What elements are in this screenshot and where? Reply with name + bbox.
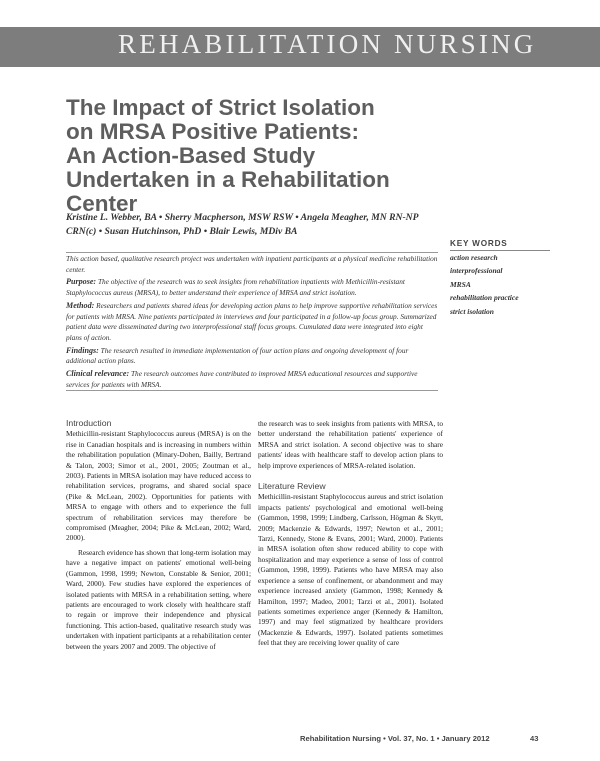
- body-column-right: [258, 419, 443, 649]
- title-line: Undertaken in a Rehabilitation: [66, 167, 390, 192]
- abstract-intro: This action based, qualitative research project was undertaken with inpatient participants at a physical medicine rehabilitation center.: [66, 254, 438, 274]
- author-list: [66, 211, 456, 239]
- paragraph: Methicillin-resistant Staphylococcus aureus (MRSA) is on the rise in Canadian hospitals and is increasing in numbers within the rehabilitation population (Minary-Dohen, Bailly, Bertrand & Talon, 2003; Simor et al., 2001, 2005; Zoutman et al., 2003). Patients in MRSA isolation may have reduced access to rehabilitation services, programs, and shared social space (Pike & McLean, 2002). Opportunities for patients with MRSA to engage with others and to experience the full spectrum of rehabilitation services may therefore be compromised (Meagher, 2004; Pike & McLean, 2002; Ward, 2000).: [66, 429, 251, 543]
- section-heading-introduction: Introduction: [66, 418, 112, 428]
- abstract-divider: [66, 252, 438, 253]
- keyword: interprofessional: [450, 266, 503, 276]
- paragraph: the research was to seek insights from patients with MRSA, to better understand the rehabilitation patients' experience of MRSA and strict isolation. A second objective was to share patients' ideas with healthcare staff to develop action plans to help improve experiences of MRSA-related isolation.: [258, 419, 443, 470]
- title-line: Center: [66, 191, 138, 216]
- keyword: strict isolation: [450, 306, 494, 316]
- title-line: on MRSA Positive Patients:: [66, 119, 359, 144]
- footer-citation: Rehabilitation Nursing • Vol. 37, No. 1 • January 2012: [300, 734, 490, 743]
- findings-text: The research resulted in immediate implementation of four action plans and ongoing development of four additional action plans.: [66, 345, 409, 366]
- authors-line: CRN(c) • Susan Hutchinson, PhD • Blair Lewis, MDiv BA: [66, 226, 298, 237]
- abstract: [66, 254, 438, 390]
- relevance-text: The research outcomes have contributed to improved MRSA educational resources and supportive services for patients with MRSA.: [66, 369, 418, 389]
- purpose-label: Purpose:: [66, 277, 97, 287]
- title-line: An Action-Based Study: [66, 143, 316, 168]
- keyword: rehabilitation practice: [450, 293, 519, 303]
- keyword: MRSA: [450, 279, 471, 289]
- method-text: Researchers and patients shared ideas for developing action plans to help improve supportive rehabilitation services for patients with MRSA. Nine patients participated in interviews and four participated in a follow-up focus group. Summarized patient data were disseminated during two interprofessional staff focus groups. Cumulated data were integrated into eight plans of action.: [66, 300, 438, 342]
- keywords-heading: KEY WORDS: [450, 239, 550, 251]
- abstract-findings: [66, 346, 438, 367]
- abstract-purpose: [66, 277, 438, 298]
- keywords-box: [450, 239, 550, 318]
- method-label: Method:: [66, 300, 95, 310]
- paragraph: Methicillin-resistant Staphylococcus aureus and strict isolation impacts patients' psychological and emotional well-being (Gammon, 1998, 1999; Lindberg, Carlsson, Högman & Skytt, 2009; Mackenzie & Edwards, 1997; Newton et al., 2001; Tarzi, Kennedy, Stone & Evans, 2001; Ward, 2000). Patients in MRSA isolation often show reduced ability to cope with hospitalization and may experience a sense of loss of control (Gammon, 1998, 1999). Patients who have MRSA may also experience a sense of confinement, or abandonment and may experience increased anxiety (Gammon, 1998; Kennedy & Hamilton, 1997; Madeo, 2001; Tarzi et al., 2001). Isolated patients sometimes experience anger (Kennedy & Hamilton, 1997) and may feel stigmatized by healthcare providers (Mackenzie & Edwards, 1997). Isolated patients sometimes feel that they are receiving lower quality of care: [258, 492, 443, 648]
- body-column-left: [66, 418, 251, 652]
- relevance-label: Clinical relevance:: [66, 369, 130, 379]
- journal-name: REHABILITATION NURSING: [118, 29, 537, 59]
- abstract-relevance: [66, 369, 438, 390]
- authors-line: Kristine L. Webber, BA • Sherry Macpherson, MSW RSW • Angela Meagher, MN RN-NP: [66, 212, 419, 223]
- keyword: action research: [450, 253, 498, 262]
- abstract-divider: [66, 390, 438, 391]
- paragraph: Research evidence has shown that long-term isolation may have a negative impact on patients' emotional well-being (Gammon, 1998, 1999; Newton, Constable & Senior, 2001; Ward, 2000). Few studies have explored the experiences of isolated patients with MRSA in a rehabilitation setting, where patients are encouraged to work closely with healthcare staff to regain or improve their independence and physical functioning. This action-based, qualitative research study was undertaken with inpatient participants at a rehabilitation center between the years 2007 and 2009. The objective of: [66, 547, 251, 651]
- article-title: [66, 96, 466, 216]
- title-line: The Impact of Strict Isolation: [66, 95, 375, 120]
- abstract-method: [66, 301, 438, 344]
- purpose-text: The objective of the research was to seek insights from rehabilitation inpatients with Methicillin-resistant Staphylococcus aureus (MRSA), to better understand their experience of MRSA and strict isolation.: [66, 277, 405, 298]
- findings-label: Findings:: [66, 345, 99, 355]
- page-number: 43: [530, 734, 539, 743]
- journal-banner: [0, 27, 600, 67]
- section-heading-literature-review: Literature Review: [258, 481, 326, 492]
